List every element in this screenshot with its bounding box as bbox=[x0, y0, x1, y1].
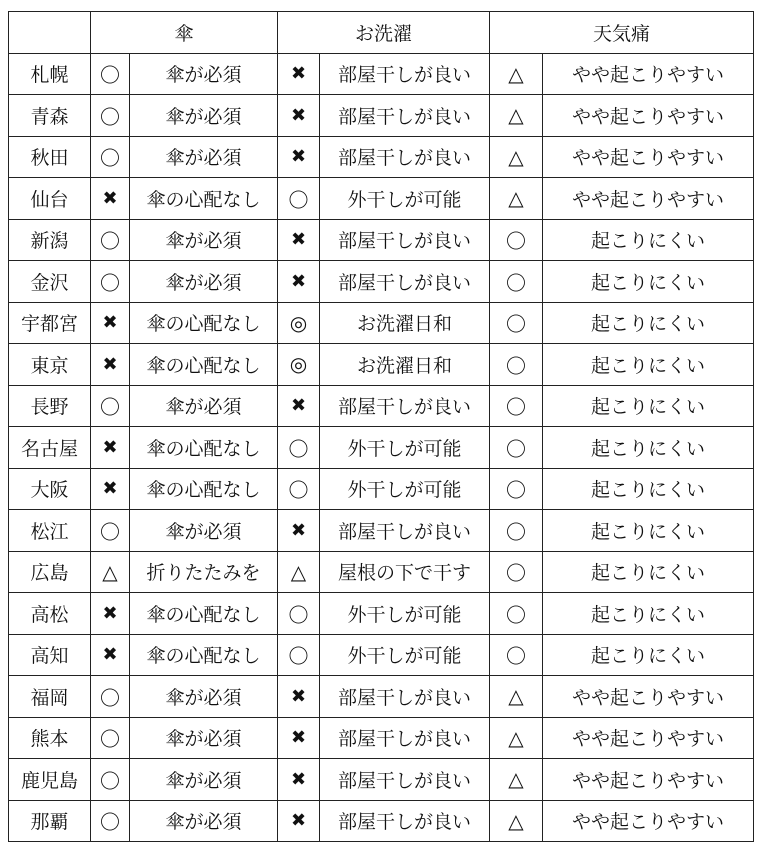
laundry-symbol: 〇 bbox=[278, 178, 320, 220]
weather-pain-symbol: 〇 bbox=[490, 427, 543, 469]
weather-pain-symbol: △ bbox=[490, 178, 543, 220]
umbrella-text: 傘が必須 bbox=[130, 759, 278, 801]
weather-pain-text: 起こりにくい bbox=[543, 510, 754, 552]
city-cell: 松江 bbox=[9, 510, 91, 552]
laundry-text: 部屋干しが良い bbox=[320, 53, 490, 95]
umbrella-symbol: △ bbox=[91, 551, 130, 593]
laundry-symbol: ✖ bbox=[278, 759, 320, 801]
table-row bbox=[9, 468, 754, 510]
table-row bbox=[9, 95, 754, 137]
city-cell: 熊本 bbox=[9, 717, 91, 759]
table-row bbox=[9, 551, 754, 593]
table-row bbox=[9, 510, 754, 552]
umbrella-text: 傘の心配なし bbox=[130, 593, 278, 635]
city-cell: 宇都宮 bbox=[9, 302, 91, 344]
weather-pain-symbol: △ bbox=[490, 717, 543, 759]
laundry-symbol: ✖ bbox=[278, 95, 320, 137]
weather-pain-symbol: 〇 bbox=[490, 468, 543, 510]
header-umbrella: 傘 bbox=[91, 12, 278, 54]
weather-pain-text: 起こりにくい bbox=[543, 219, 754, 261]
umbrella-text: 傘が必須 bbox=[130, 95, 278, 137]
laundry-text: 部屋干しが良い bbox=[320, 136, 490, 178]
weather-pain-text: やや起こりやすい bbox=[543, 136, 754, 178]
laundry-text: お洗濯日和 bbox=[320, 344, 490, 386]
table-row bbox=[9, 344, 754, 386]
table-row bbox=[9, 219, 754, 261]
weather-pain-symbol: △ bbox=[490, 95, 543, 137]
laundry-symbol: 〇 bbox=[278, 593, 320, 635]
umbrella-symbol: ✖ bbox=[91, 427, 130, 469]
laundry-text: お洗濯日和 bbox=[320, 302, 490, 344]
weather-pain-text: やや起こりやすい bbox=[543, 759, 754, 801]
weather-pain-text: 起こりにくい bbox=[543, 261, 754, 303]
umbrella-symbol: ✖ bbox=[91, 178, 130, 220]
city-cell: 広島 bbox=[9, 551, 91, 593]
city-cell: 大阪 bbox=[9, 468, 91, 510]
umbrella-text: 傘の心配なし bbox=[130, 427, 278, 469]
weather-pain-text: 起こりにくい bbox=[543, 427, 754, 469]
weather-pain-symbol: △ bbox=[490, 676, 543, 718]
city-cell: 仙台 bbox=[9, 178, 91, 220]
weather-pain-symbol: 〇 bbox=[490, 634, 543, 676]
umbrella-text: 傘の心配なし bbox=[130, 634, 278, 676]
umbrella-symbol: ✖ bbox=[91, 302, 130, 344]
weather-pain-symbol: 〇 bbox=[490, 344, 543, 386]
laundry-text: 部屋干しが良い bbox=[320, 800, 490, 842]
umbrella-text: 傘が必須 bbox=[130, 261, 278, 303]
weather-pain-text: 起こりにくい bbox=[543, 468, 754, 510]
umbrella-symbol: ✖ bbox=[91, 468, 130, 510]
weather-pain-text: 起こりにくい bbox=[543, 385, 754, 427]
city-cell: 鹿児島 bbox=[9, 759, 91, 801]
forecast-table bbox=[8, 11, 754, 842]
umbrella-symbol: 〇 bbox=[91, 759, 130, 801]
weather-pain-symbol: 〇 bbox=[490, 551, 543, 593]
table-row bbox=[9, 136, 754, 178]
city-cell: 長野 bbox=[9, 385, 91, 427]
umbrella-symbol: 〇 bbox=[91, 676, 130, 718]
laundry-symbol: ✖ bbox=[278, 261, 320, 303]
umbrella-text: 傘が必須 bbox=[130, 136, 278, 178]
table-row bbox=[9, 800, 754, 842]
city-cell: 高知 bbox=[9, 634, 91, 676]
laundry-text: 部屋干しが良い bbox=[320, 510, 490, 552]
laundry-text: 部屋干しが良い bbox=[320, 261, 490, 303]
umbrella-symbol: 〇 bbox=[91, 717, 130, 759]
weather-pain-symbol: 〇 bbox=[490, 261, 543, 303]
umbrella-symbol: 〇 bbox=[91, 53, 130, 95]
umbrella-symbol: ✖ bbox=[91, 593, 130, 635]
umbrella-text: 傘が必須 bbox=[130, 385, 278, 427]
weather-pain-text: やや起こりやすい bbox=[543, 178, 754, 220]
header-laundry: お洗濯 bbox=[278, 12, 490, 54]
weather-pain-text: 起こりにくい bbox=[543, 344, 754, 386]
umbrella-text: 傘の心配なし bbox=[130, 468, 278, 510]
header-corner bbox=[9, 12, 91, 54]
laundry-symbol: ◎ bbox=[278, 344, 320, 386]
umbrella-text: 傘の心配なし bbox=[130, 302, 278, 344]
umbrella-text: 傘が必須 bbox=[130, 800, 278, 842]
table-row bbox=[9, 178, 754, 220]
city-cell: 東京 bbox=[9, 344, 91, 386]
city-cell: 高松 bbox=[9, 593, 91, 635]
weather-pain-text: 起こりにくい bbox=[543, 551, 754, 593]
laundry-symbol: 〇 bbox=[278, 468, 320, 510]
laundry-symbol: 〇 bbox=[278, 427, 320, 469]
laundry-text: 部屋干しが良い bbox=[320, 385, 490, 427]
city-cell: 新潟 bbox=[9, 219, 91, 261]
laundry-text: 外干しが可能 bbox=[320, 178, 490, 220]
weather-pain-symbol: △ bbox=[490, 800, 543, 842]
laundry-symbol: 〇 bbox=[278, 634, 320, 676]
table-row bbox=[9, 53, 754, 95]
umbrella-symbol: 〇 bbox=[91, 800, 130, 842]
umbrella-text: 折りたたみを bbox=[130, 551, 278, 593]
weather-pain-symbol: △ bbox=[490, 53, 543, 95]
laundry-symbol: ✖ bbox=[278, 510, 320, 552]
weather-pain-symbol: 〇 bbox=[490, 510, 543, 552]
header-weather-pain: 天気痛 bbox=[490, 12, 754, 54]
umbrella-text: 傘が必須 bbox=[130, 510, 278, 552]
weather-pain-text: やや起こりやすい bbox=[543, 717, 754, 759]
table-row bbox=[9, 759, 754, 801]
header-row bbox=[9, 12, 754, 54]
weather-pain-text: やや起こりやすい bbox=[543, 95, 754, 137]
weather-pain-symbol: 〇 bbox=[490, 302, 543, 344]
city-cell: 那覇 bbox=[9, 800, 91, 842]
city-cell: 福岡 bbox=[9, 676, 91, 718]
umbrella-text: 傘の心配なし bbox=[130, 344, 278, 386]
laundry-text: 外干しが可能 bbox=[320, 634, 490, 676]
laundry-symbol: ✖ bbox=[278, 136, 320, 178]
laundry-text: 外干しが可能 bbox=[320, 468, 490, 510]
umbrella-text: 傘が必須 bbox=[130, 717, 278, 759]
table-row bbox=[9, 593, 754, 635]
laundry-text: 部屋干しが良い bbox=[320, 717, 490, 759]
city-cell: 名古屋 bbox=[9, 427, 91, 469]
laundry-symbol: ✖ bbox=[278, 53, 320, 95]
weather-pain-symbol: 〇 bbox=[490, 593, 543, 635]
umbrella-text: 傘が必須 bbox=[130, 676, 278, 718]
weather-pain-text: やや起こりやすい bbox=[543, 800, 754, 842]
weather-pain-text: 起こりにくい bbox=[543, 302, 754, 344]
city-cell: 金沢 bbox=[9, 261, 91, 303]
laundry-symbol: ✖ bbox=[278, 385, 320, 427]
laundry-symbol: ✖ bbox=[278, 219, 320, 261]
laundry-text: 部屋干しが良い bbox=[320, 676, 490, 718]
laundry-text: 外干しが可能 bbox=[320, 593, 490, 635]
umbrella-symbol: 〇 bbox=[91, 95, 130, 137]
laundry-symbol: △ bbox=[278, 551, 320, 593]
umbrella-text: 傘が必須 bbox=[130, 53, 278, 95]
table-row bbox=[9, 634, 754, 676]
laundry-symbol: ✖ bbox=[278, 717, 320, 759]
umbrella-text: 傘が必須 bbox=[130, 219, 278, 261]
city-cell: 秋田 bbox=[9, 136, 91, 178]
laundry-text: 部屋干しが良い bbox=[320, 219, 490, 261]
umbrella-symbol: ✖ bbox=[91, 634, 130, 676]
laundry-symbol: ✖ bbox=[278, 676, 320, 718]
weather-pain-symbol: △ bbox=[490, 759, 543, 801]
laundry-symbol: ✖ bbox=[278, 800, 320, 842]
weather-pain-symbol: 〇 bbox=[490, 385, 543, 427]
table-row bbox=[9, 717, 754, 759]
weather-pain-text: 起こりにくい bbox=[543, 593, 754, 635]
umbrella-symbol: 〇 bbox=[91, 510, 130, 552]
weather-pain-symbol: 〇 bbox=[490, 219, 543, 261]
umbrella-symbol: ✖ bbox=[91, 344, 130, 386]
weather-pain-text: やや起こりやすい bbox=[543, 53, 754, 95]
city-cell: 札幌 bbox=[9, 53, 91, 95]
table-row bbox=[9, 676, 754, 718]
table-row bbox=[9, 261, 754, 303]
umbrella-symbol: 〇 bbox=[91, 385, 130, 427]
umbrella-symbol: 〇 bbox=[91, 136, 130, 178]
laundry-text: 部屋干しが良い bbox=[320, 95, 490, 137]
laundry-symbol: ◎ bbox=[278, 302, 320, 344]
weather-pain-symbol: △ bbox=[490, 136, 543, 178]
table-row bbox=[9, 427, 754, 469]
laundry-text: 屋根の下で干す bbox=[320, 551, 490, 593]
laundry-text: 部屋干しが良い bbox=[320, 759, 490, 801]
city-cell: 青森 bbox=[9, 95, 91, 137]
weather-pain-text: やや起こりやすい bbox=[543, 676, 754, 718]
table-row bbox=[9, 385, 754, 427]
table-row bbox=[9, 302, 754, 344]
laundry-text: 外干しが可能 bbox=[320, 427, 490, 469]
umbrella-symbol: 〇 bbox=[91, 261, 130, 303]
weather-pain-text: 起こりにくい bbox=[543, 634, 754, 676]
umbrella-text: 傘の心配なし bbox=[130, 178, 278, 220]
umbrella-symbol: 〇 bbox=[91, 219, 130, 261]
